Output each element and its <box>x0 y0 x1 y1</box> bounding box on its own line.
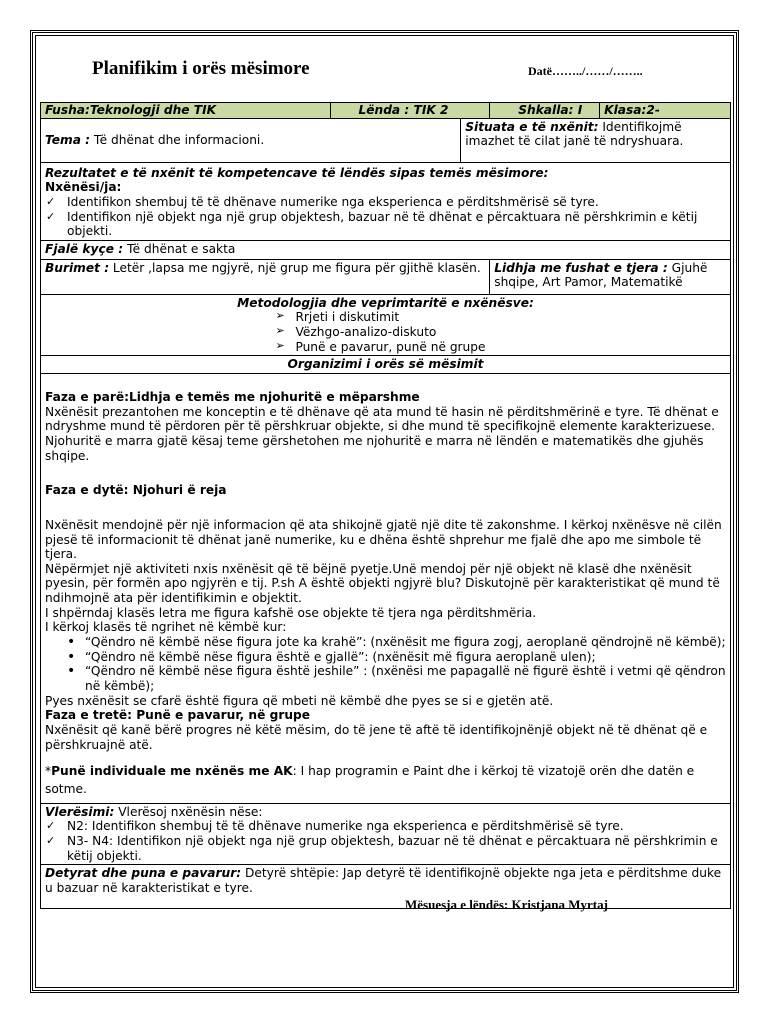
situata-label: Situata e të nxënit: <box>465 119 599 134</box>
vleresimi-label: Vlerësimi: <box>45 804 115 819</box>
lesson-plan <box>40 38 731 909</box>
vleresimi-cell <box>41 803 731 865</box>
fazat-cell <box>41 374 731 804</box>
tema-row <box>41 118 731 162</box>
detyrat-label: Detyrat dhe puna e pavarur: <box>45 866 242 881</box>
info-row <box>41 103 731 119</box>
rezultatet-row <box>41 162 731 240</box>
lidhja-label: Lidhja me fushat e tjera : <box>494 260 668 275</box>
fusha-cell: Fusha:Teknologji dhe TIK <box>41 103 331 119</box>
metodologjia-heading: Metodologjia dhe veprimtaritë e nxënësve: <box>237 295 534 310</box>
faza2-bullets <box>45 635 726 694</box>
faza2-p4: I kërkoj klasës të ngrihet në këmbë kur: <box>45 620 287 635</box>
fjale-kyce-label: Fjalë kyçe : <box>45 241 124 256</box>
organizimi-row <box>41 356 731 374</box>
ak-text: : I hap programin e Paint dhe i kërkoj të vizatojë orën dhe datën e sotme. <box>45 764 695 797</box>
tema-cell <box>41 118 461 162</box>
klasa-cell: Klasa:2- <box>600 103 731 119</box>
vleresimi-value: Vlerësoj nxënësin nëse: <box>114 804 263 819</box>
burimet-row <box>41 259 731 294</box>
metodologjia-cell <box>41 294 731 356</box>
list-item: • “Qëndro në këmbë nëse figura është e gjallë”: (nxënësit më figura aeroplanë ulen); <box>65 650 726 665</box>
list-item: ➢ Punë e pavarur, punë në grupe <box>273 340 485 355</box>
document-title: Planifikim i orës mësimore <box>92 58 310 79</box>
list-item: ➢ Rrjeti i diskutimit <box>273 310 485 325</box>
ak-label: Punë individuale me nxënës me AK <box>51 764 293 779</box>
list-item: ✓ N2: Identifikon shembuj të të dhënave numerike nga eksperienca e përditshmërisë së tyre. <box>45 819 726 834</box>
vleresimi-list <box>45 819 726 863</box>
lesson-table <box>40 102 731 909</box>
faza2-p2: Nëpërmjet një aktiviteti nxis nxënësit që të bëjnë pyetje.Unë mendoj për një objekt në klasë dhe nxënësit pyesin, për formën apo ngjyrën e tij. P.sh A është objekti ngjyrë blu? Diskutojnë për karakteristikat që mund të ndihmojnë ata për identifikimin e objektit. <box>45 561 720 606</box>
burimet-value: Letër ,lapsa me ngjyrë, një grup me figura për gjithë klasën. <box>109 260 481 275</box>
list-item: ✓ N3- N4: Identifikon një objekt nga një grup objektesh, bazuar në të dhënat e përcaktuara në përshkrimin e këtij objekti. <box>45 834 726 863</box>
list-item: ✓ Identifikon një objekt nga një grup objektesh, bazuar në të dhënat e përcaktuara në përshkrimin e këtij objekti. <box>45 210 726 239</box>
fjale-kyce-row <box>41 240 731 259</box>
tema-value: Të dhënat dhe informacioni. <box>90 132 265 147</box>
list-item: ✓ Identifikon shembuj të të dhënave numerike nga eksperienca e përditshmërisë së tyre. <box>45 195 726 210</box>
fazat-row <box>41 374 731 804</box>
list-item: ➢ Vëzhgo-analizo-diskuto <box>273 325 485 340</box>
rezultatet-cell <box>41 162 731 240</box>
situata-cell <box>461 118 731 162</box>
faza2-p1: Nxënësit mendojnë për një informacion që ata shikojnë gjatë një dite të zakonshme. I kërkoj nxënësve në cilën pjesë të informacionit të dhënat janë numerike, ku e dhëna është shprehur me fjalë dhe apo me simbole të tjera. <box>45 517 722 562</box>
rezultatet-heading: Rezultatet e të nxënit të kompetencave të lëndës sipas temës mësimore: <box>45 165 549 180</box>
title-row <box>40 38 731 102</box>
fjale-kyce-value: Të dhënat e sakta <box>123 241 236 256</box>
rezultatet-subheading: Nxënësi/ja: <box>45 180 122 195</box>
burimet-label: Burimet : <box>45 260 110 275</box>
faza3-heading: Faza e tretë: Punë e pavarur, në grupe <box>45 708 310 723</box>
date-field: Datë……../……/…….. <box>528 64 643 78</box>
fjale-kyce-cell <box>41 240 731 259</box>
faza2-p3: I shpërndaj klasës letra me figura kafshë ose objekte të tjera nga përditshmëria. <box>45 605 537 620</box>
faza2-p5: Pyes nxënësit se cfarë është figura që mbeti në këmbë dhe pyes se si e gjetën atë. <box>45 693 554 708</box>
metodologjia-row <box>41 294 731 356</box>
teacher-signature: Mësuesja e lëndës: Kristjana Myrtaj <box>405 897 608 912</box>
situata-value: Identifikojmë imazhet të cilat janë të ndryshuara. <box>465 119 684 149</box>
detyrat-value: Detyrë shtëpie: Jap detyrë të identifikojnë objekte nga jeta e përditshme duke u bazuar në karakteristikat e tyre. <box>45 866 722 895</box>
faza2-heading: Faza e dytë: Njohuri ë reja <box>45 483 227 498</box>
shkalla-cell: Shkalla: I <box>490 103 600 119</box>
lenda-cell: Lënda : TIK 2 <box>330 103 490 119</box>
tema-label: Tema : <box>45 132 91 147</box>
lidhja-value: Gjuhë shqipe, Art Pamor, Matematikë <box>494 260 708 290</box>
burimet-cell <box>41 259 490 294</box>
metodologjia-list <box>273 310 485 354</box>
organizimi-heading: Organizimi i orës së mësimit <box>41 356 731 374</box>
list-item: • “Qëndro në këmbë nëse figura është jeshile” : (nxënësi me papagallë në figurë është i vetmi që qëndron në këmbë); <box>65 664 726 693</box>
faza3-text: Nxënësit që kanë bërë progres në këtë mësim, do të jene të aftë të identifikojnënjë objekt në të dhënat që e përshkruajnë atë. <box>45 722 708 752</box>
rezultatet-list <box>45 195 726 239</box>
list-item: • “Qëndro në këmbë nëse figura jote ka krahë”: (nxënësit me figura zogj, aeroplanë qëndrojnë në këmbë); <box>65 635 726 650</box>
ak-prefix: * <box>45 764 52 779</box>
vleresimi-row <box>41 803 731 865</box>
faza1-heading: Faza e parë:Lidhja e temës me njohuritë e mëparshme <box>45 390 420 405</box>
lidhja-cell <box>490 259 731 294</box>
faza1-text: Nxënësit prezantohen me konceptin e të dhënave që ata mund të hasin në përditshmërinë e tyre. Të dhënat e ndryshme mund të përdoren për të përshkruar objekte, si dhe mund të specifikojnë elemente karakterizuese. Njohuritë e marra gjatë kësaj teme gërshetohen me njohuritë e marra në lëndën e matematikës dhe gjuhës shqipe. <box>45 404 719 463</box>
faza3-ak <box>45 762 726 799</box>
